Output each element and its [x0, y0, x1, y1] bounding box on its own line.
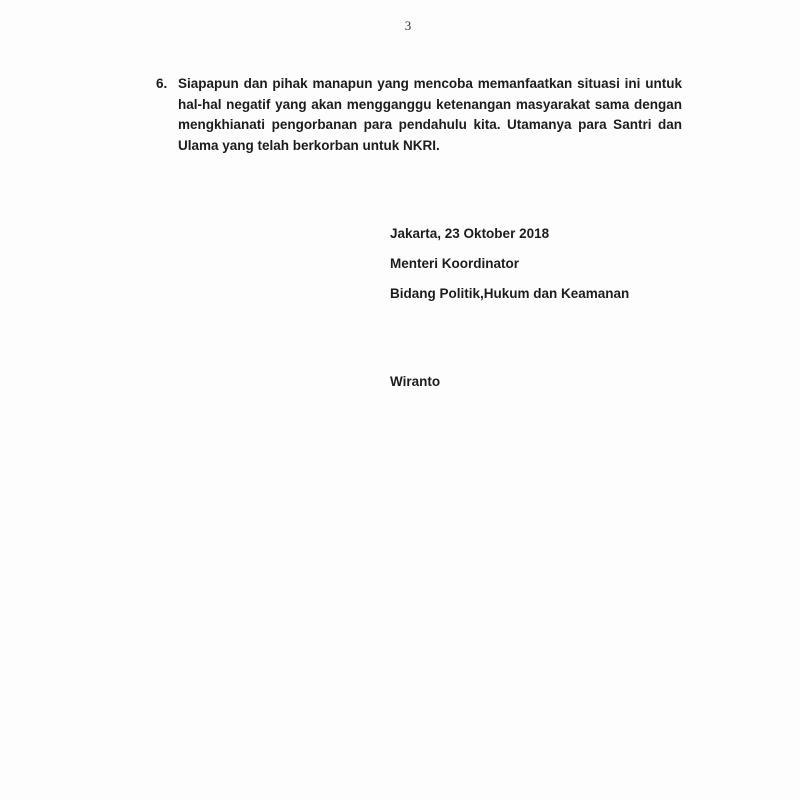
page-number: 3 — [404, 18, 412, 33]
signatory-title-line2: Bidang Politik,Hukum dan Keamanan — [390, 286, 630, 301]
place-date: Jakarta, 23 Oktober 2018 — [390, 226, 550, 241]
point-number: 6. — [156, 76, 168, 91]
point-text: Siapapun dan pihak manapun yang mencoba memanfaatkan situasi ini untuk hal-hal negatif yang akan mengganggu ketenangan masyarakat sama dengan mengkhianati pengorbanan para pendahulu kita. Utamanya para Santri dan Ulama yang telah berkorban untuk NKRI. — [178, 76, 682, 153]
signature-block — [390, 224, 629, 314]
numbered-point — [156, 74, 682, 156]
signatory-title-line1: Menteri Koordinator — [390, 256, 520, 271]
signatory-name: Wiranto — [390, 374, 441, 389]
